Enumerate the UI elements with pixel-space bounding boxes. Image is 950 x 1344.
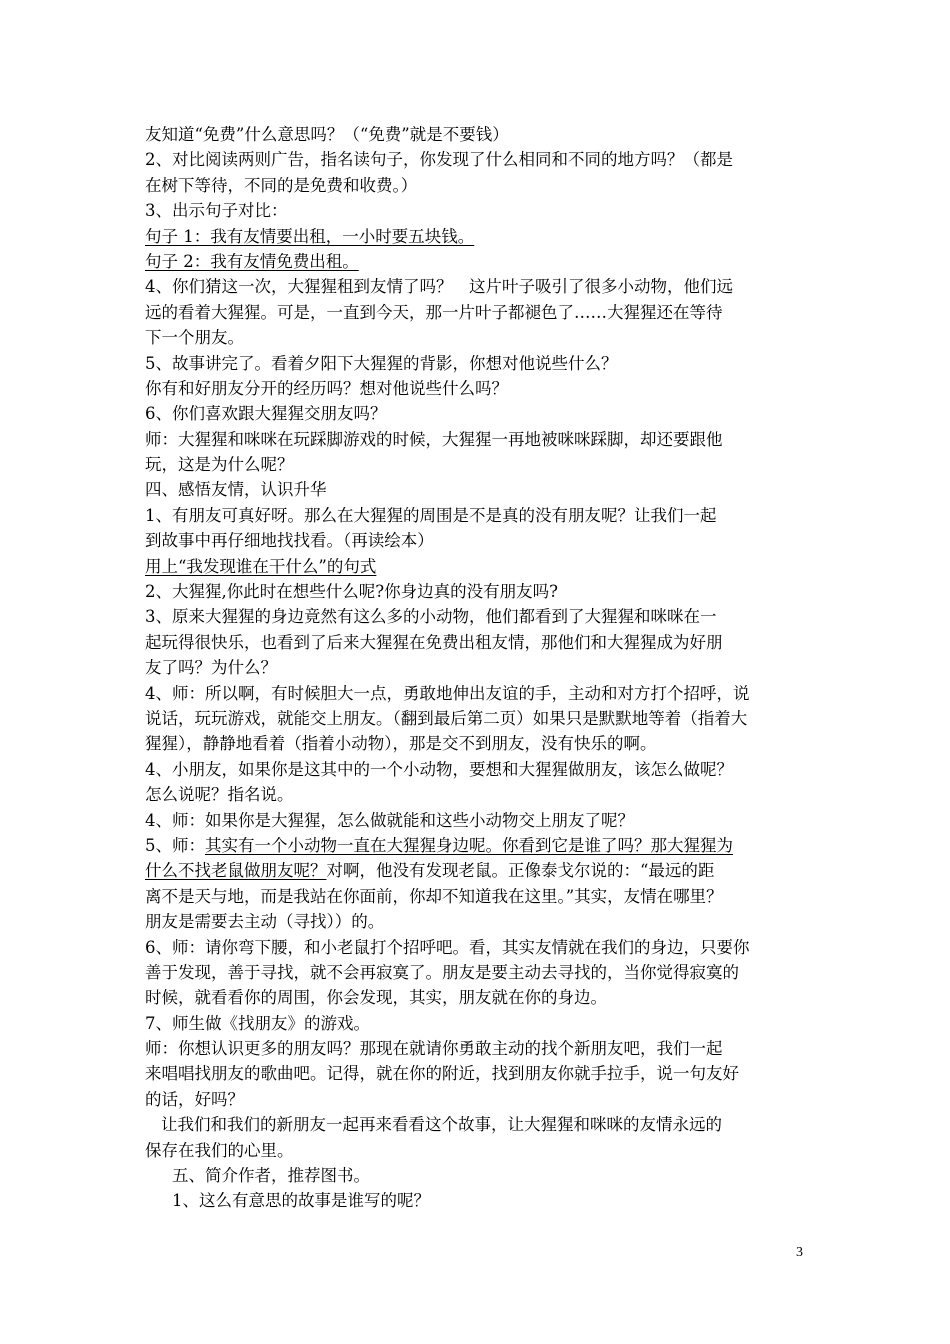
text-line: 你有和好朋友分开的经历吗？想对他说些什么吗？ bbox=[145, 378, 508, 398]
text-line: 说话，玩玩游戏，就能交上朋友。（翻到最后第二页）如果只是默默地等着（指着大 bbox=[145, 708, 748, 728]
text-line: 离不是天与地，而是我站在你面前，你却不知道我在这里。”其实，友情在哪里？ bbox=[145, 886, 723, 906]
section-heading: 五、简介作者，推荐图书。 bbox=[172, 1166, 370, 1186]
text-line: 1、这么有意思的故事是谁写的呢？ bbox=[172, 1191, 430, 1211]
text-line: 师：大猩猩和咪咪在玩踩脚游戏的时候，大猩猩一再地被咪咪踩脚，却还要跟他 bbox=[145, 429, 723, 449]
underlined-sentence: 其实有一个小动物一直在大猩猩身边呢。你看到它是谁了吗？那大猩猩为 bbox=[205, 835, 733, 855]
text-line: 远的看着大猩猩。可是，一直到今天，那一片叶子都褪色了……大猩猩还在等待 bbox=[145, 302, 723, 322]
text-line: 3、原来大猩猩的身边竟然有这么多的小动物，他们都看到了大猩猩和咪咪在一 bbox=[145, 607, 717, 627]
text-line bbox=[145, 554, 810, 579]
text-line: 4、小朋友，如果你是这其中的一个小动物，要想和大猩猩做朋友，该怎么做呢？ bbox=[145, 759, 733, 779]
text-line: 到故事中再仔细地找找看。（再读绘本） bbox=[145, 531, 434, 551]
text-line: 的话，好吗？ bbox=[145, 1089, 244, 1109]
text-line: 在树下等待，不同的是免费和收费。） bbox=[145, 175, 418, 195]
text-line: 师：你想认识更多的朋友吗？那现在就请你勇敢主动的找个新朋友吧，我们一起 bbox=[145, 1039, 723, 1059]
underlined-sentence: 用上“我发现谁在干什么”的句式 bbox=[145, 556, 377, 576]
underlined-sentence: 句子 2：我有友情免费出租。 bbox=[145, 251, 359, 271]
text-line: 时候，就看看你的周围，你会发现，其实，朋友就在你的身边。 bbox=[145, 988, 607, 1008]
text-line: 6、你们喜欢跟大猩猩交朋友吗？ bbox=[145, 404, 387, 424]
text-line bbox=[145, 833, 810, 858]
text-line bbox=[145, 224, 810, 249]
text-line: 怎么说呢？指名说。 bbox=[145, 785, 294, 805]
text-line: 7、师生做《找朋友》的游戏。 bbox=[145, 1013, 370, 1033]
text-line: 2、大猩猩,你此时在想些什么呢?你身边真的没有朋友吗? bbox=[145, 582, 558, 602]
underlined-sentence: 句子 1：我有友情要出租，一小时要五块钱。 bbox=[145, 226, 475, 246]
text-line: 朋友是需要去主动（寻找））的。 bbox=[145, 912, 385, 932]
text-line: 来唱唱找朋友的歌曲吧。记得，就在你的附近，找到朋友你就手拉手，说一句友好 bbox=[145, 1064, 739, 1084]
text-line: 善于发现，善于寻找，就不会再寂寞了。朋友是要主动去寻找的，当你觉得寂寞的 bbox=[145, 962, 739, 982]
text-line: 下一个朋友。 bbox=[145, 328, 244, 348]
text-line: 保存在我们的心里。 bbox=[145, 1140, 294, 1160]
text-line: 5、故事讲完了。看着夕阳下大猩猩的背影，你想对他说些什么？ bbox=[145, 353, 618, 373]
text-line: 3、出示句子对比： bbox=[145, 201, 288, 221]
text-line: 6、师：请你弯下腰，和小老鼠打个招呼吧。看，其实友情就在我们的身边，只要你 bbox=[145, 937, 750, 957]
text-line: 友知道“免费”什么意思吗？（“免费”就是不要钱） bbox=[145, 125, 509, 144]
page-number: 3 bbox=[796, 1245, 803, 1260]
text-line: 2、对比阅读两则广告，指名读句子，你发现了什么相同和不同的地方吗？（都是 bbox=[145, 150, 733, 170]
text-line: 4、师：所以啊，有时候胆大一点，勇敢地伸出友谊的手，主动和对方打个招呼，说 bbox=[145, 683, 750, 703]
text-line: 让我们和我们的新朋友一起再来看看这个故事，让大猩猩和咪咪的友情永远的 bbox=[161, 1115, 722, 1135]
text-line: 猩猩），静静地看着（指着小动物），那是交不到朋友，没有快乐的啊。 bbox=[145, 734, 657, 754]
document-body bbox=[145, 122, 810, 1214]
text-line: 1、有朋友可真好呀。那么在大猩猩的周围是不是真的没有朋友呢？让我们一起 bbox=[145, 505, 717, 525]
text-line bbox=[145, 249, 810, 274]
text-line: 4、你们猜这一次，大猩猩租到友情了吗？ 这片叶子吸引了很多小动物，他们远 bbox=[145, 277, 733, 297]
section-heading: 四、感悟友情，认识升华 bbox=[145, 480, 327, 500]
line-prefix: 5、师： bbox=[145, 835, 205, 855]
underlined-sentence: 什么不找老鼠做朋友呢？ bbox=[145, 861, 327, 881]
text-line: 玩，这是为什么呢？ bbox=[145, 455, 294, 475]
line-rest: 对啊，他没有发现老鼠。正像泰戈尔说的：“最远的距 bbox=[326, 861, 715, 881]
text-line: 友了吗？为什么？ bbox=[145, 658, 277, 678]
text-line bbox=[145, 858, 810, 883]
text-line: 起玩得很快乐，也看到了后来大猩猩在免费出租友情，那他们和大猩猩成为好朋 bbox=[145, 632, 723, 652]
text-line: 4、师：如果你是大猩猩，怎么做就能和这些小动物交上朋友了呢？ bbox=[145, 810, 634, 830]
